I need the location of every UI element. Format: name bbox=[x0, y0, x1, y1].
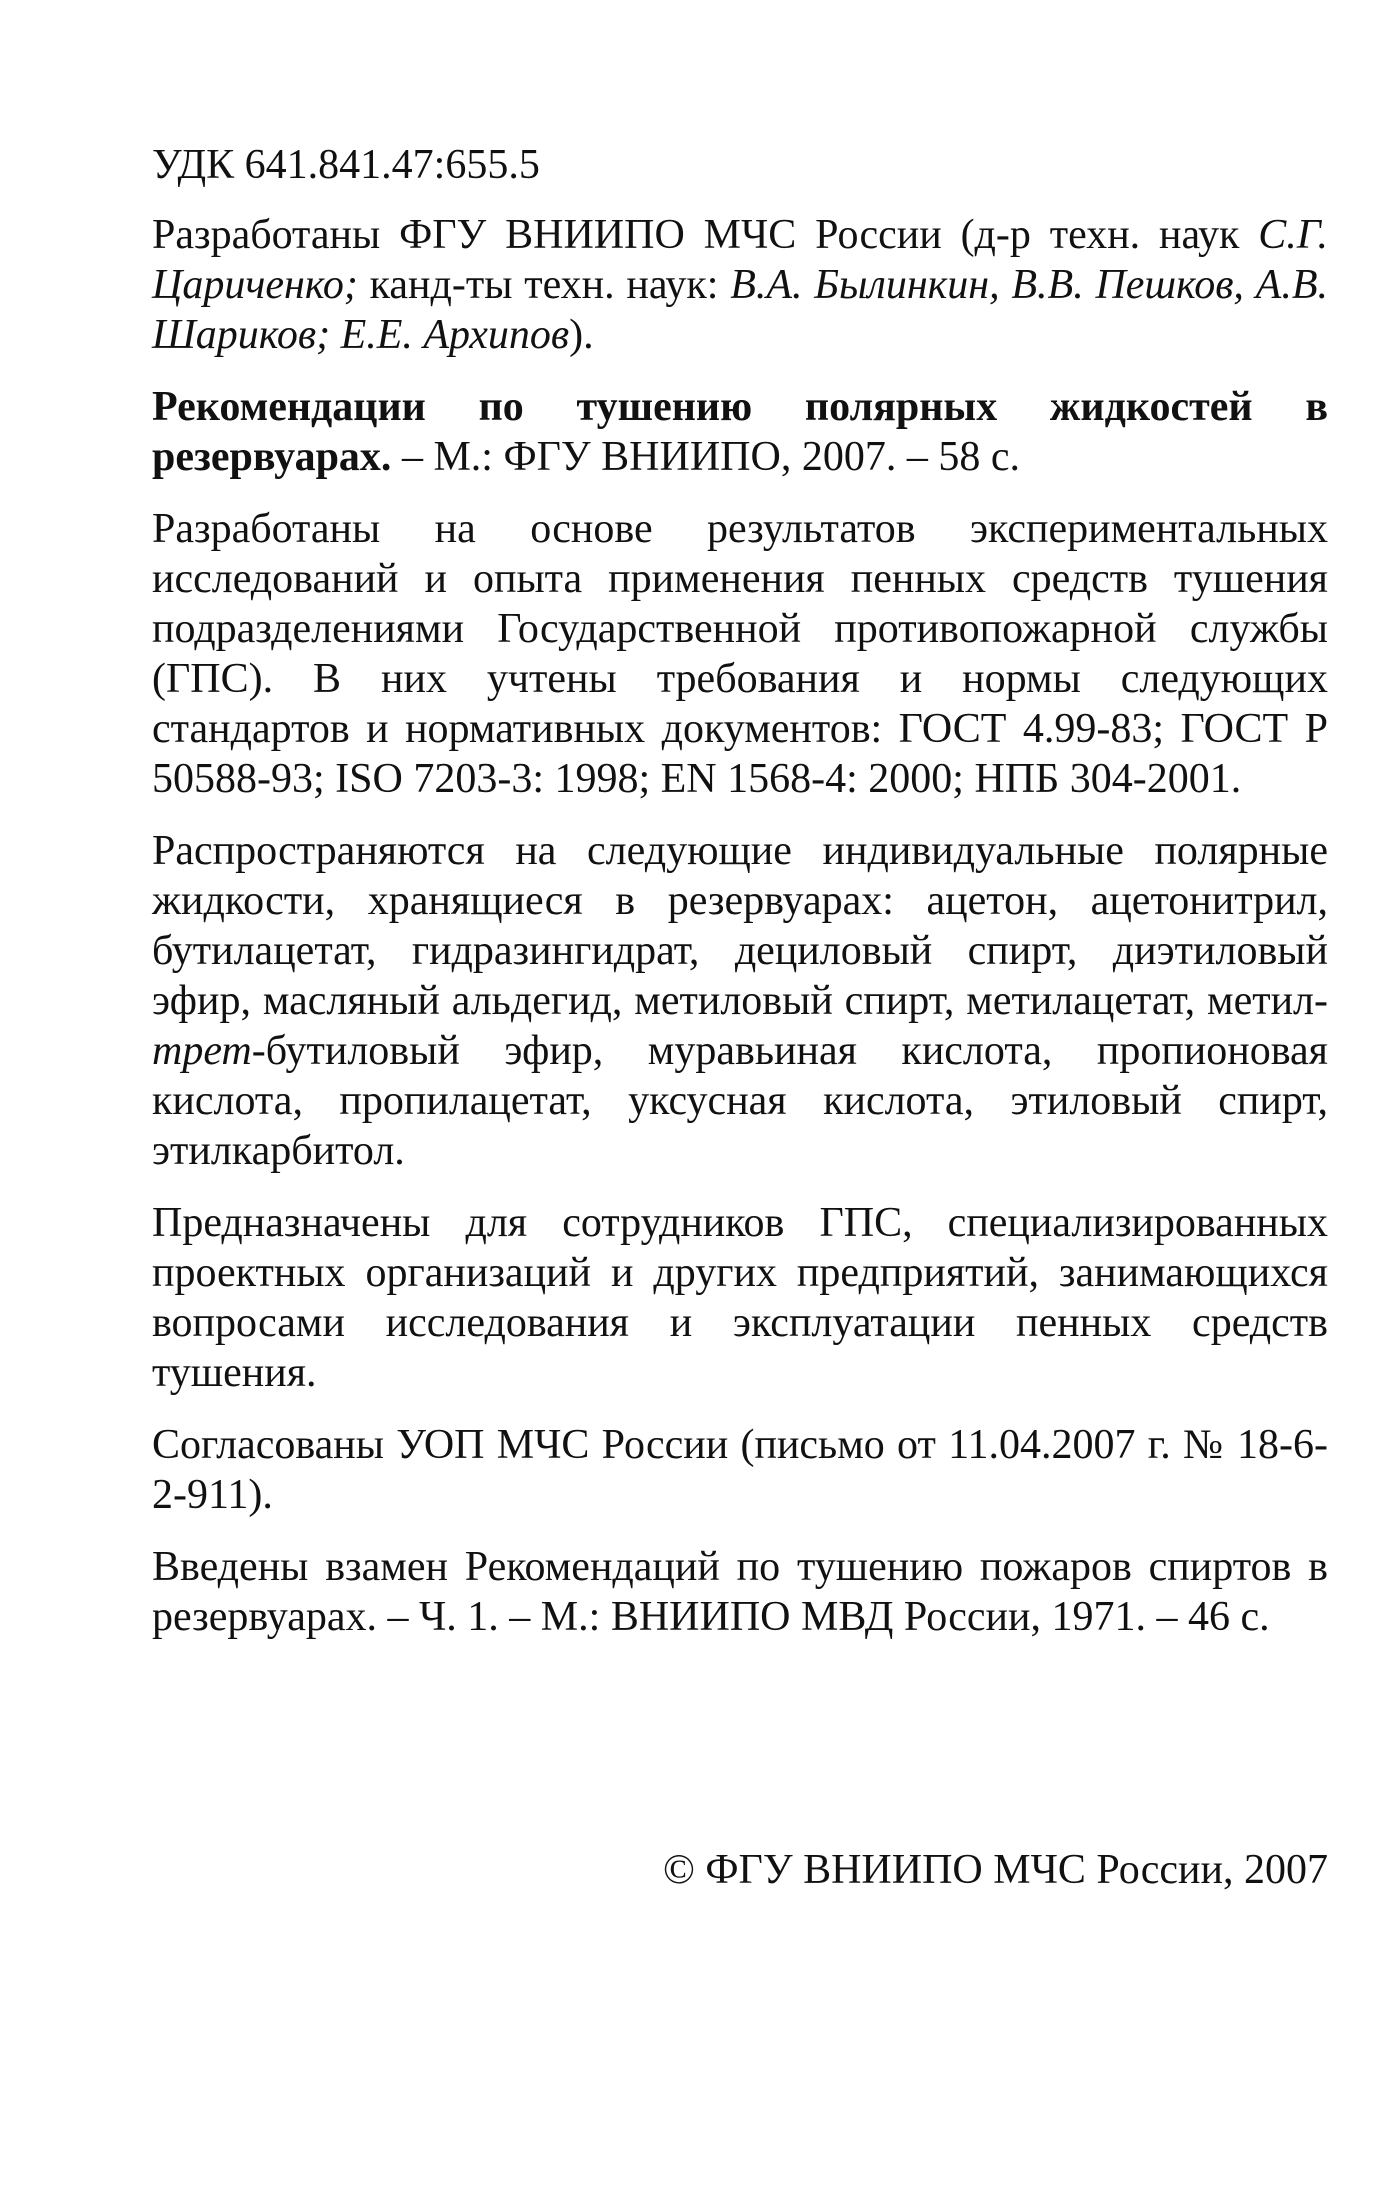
document-body bbox=[152, 140, 1328, 1664]
developers-paragraph bbox=[152, 210, 1328, 360]
approval-paragraph: Согласованы УОП МЧС России (письмо от 11.04.2007 г. № 18-6-2-911). bbox=[152, 1422, 1328, 1518]
scope-text-before: Распространяются на следующие индивидуальные полярные жидкости, хранящиеся в резервуарах: ацетон, ацетонитрил, бутилацетат, гидразингидрат, дециловый спирт, диэтиловый эфир, масляный альдегид, метиловый спирт, метилацетат, метил- bbox=[152, 828, 1328, 1024]
scope-text-italic: трет bbox=[152, 1028, 252, 1074]
copyright-notice: © ФГУ ВНИИПО МЧС России, 2007 bbox=[662, 1847, 1328, 1893]
citation-title: Рекомендации по тушению полярных жидкостей в резервуарах. bbox=[152, 384, 1328, 480]
developers-prefix: Разработаны ФГУ ВНИИПО МЧС России (д-р техн. наук bbox=[152, 212, 1259, 258]
replaces-paragraph: Введены взамен Рекомендаций по тушению пожаров спиртов в резервуарах. – Ч. 1. – М.: ВНИИПО МВД России, 1971. – 46 с. bbox=[152, 1544, 1328, 1640]
audience-paragraph: Предназначены для сотрудников ГПС, специализированных проектных организаций и других предприятий, занимающихся вопросами исследования и эксплуатации пенных средств тушения. bbox=[152, 1200, 1328, 1396]
scope-text-after: -бутиловый эфир, муравьиная кислота, пропионовая кислота, пропилацетат, уксусная кислота, этиловый спирт, этилкарбитол. bbox=[152, 1028, 1328, 1174]
udk-code: УДК 641.841.47:655.5 bbox=[152, 142, 540, 188]
developers-middle: канд-ты техн. наук: bbox=[357, 262, 731, 308]
developers-suffix: ). bbox=[569, 312, 594, 358]
citation-publisher: – М.: ФГУ ВНИИПО, 2007. – 58 с. bbox=[391, 434, 1020, 480]
citation-paragraph bbox=[152, 382, 1328, 482]
developers-author-lead: С.Г. Цариченко; bbox=[152, 212, 1328, 308]
scope-paragraph bbox=[152, 826, 1328, 1176]
basis-paragraph: Разработаны на основе результатов экспериментальных исследований и опыта применения пенных средств тушения подразделениями Государственной противопожарной службы (ГПС). В них учтены требования и нормы следующих стандартов и нормативных документов: ГОСТ 4.99-83; ГОСТ Р 50588-93; ISO 7203-3: 1998; EN 1568-4: 2000; НПБ 304-2001. bbox=[152, 506, 1328, 802]
developers-authors: В.А. Былинкин, В.В. Пешков, А.В. Шариков; Е.Е. Архипов bbox=[152, 262, 1328, 358]
